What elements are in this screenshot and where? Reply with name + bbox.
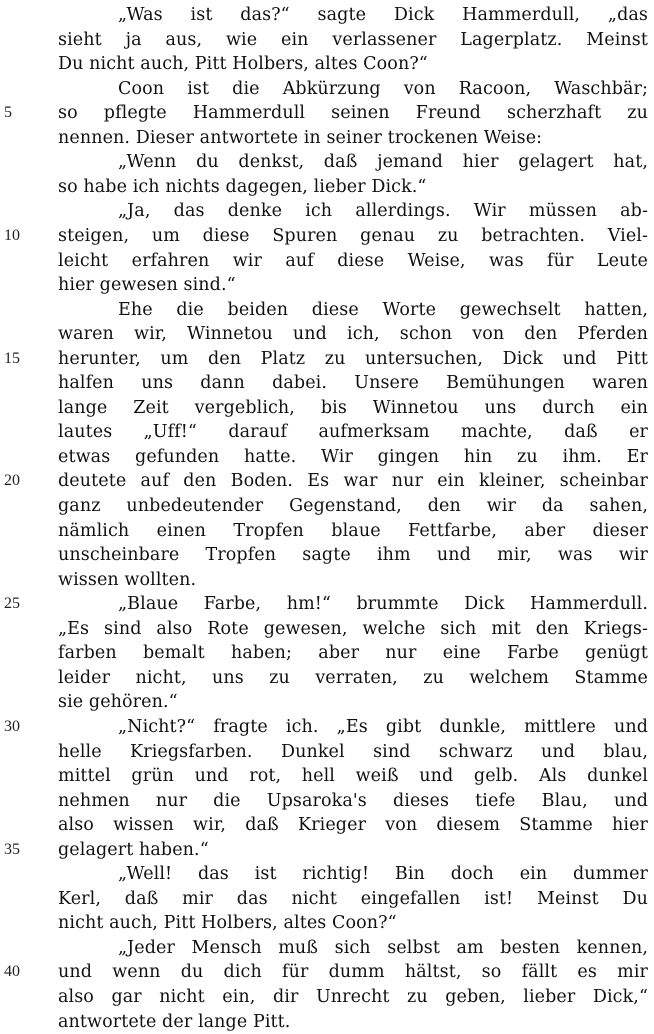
text-line: „Wenn du denkst, daß jemand hier gelagert hat, [118, 152, 648, 173]
text-line: „Well! das ist richtig! Bin doch ein dummer [118, 864, 648, 885]
text-line: „Blaue Farbe, hm!“ brummte Dick Hammerdull. [118, 594, 648, 615]
text-line: mittel grün und rot, hell weiß und gelb. Als dunkel [58, 766, 648, 787]
text-line: leicht erfahren wir auf diese Weise, was für Leute [58, 250, 648, 271]
line-number: 35 [4, 840, 20, 858]
text-line: gelagert haben.“ [58, 839, 209, 860]
text-line: also gar nicht ein, dir Unrecht zu geben, lieber Dick,“ [58, 987, 648, 1007]
line-number: 20 [4, 472, 20, 490]
line-number: 30 [4, 717, 20, 735]
text-line: Coon ist die Abkürzung von Racoon, Waschbär; [118, 78, 648, 99]
line-number: 10 [4, 226, 20, 244]
text-line: steigen, um diese Spuren genau zu betrachten. Viel- [58, 225, 648, 246]
text-line: so pflegte Hammerdull seinen Freund scherzhaft zu [58, 103, 648, 124]
text-line: hier gewesen sind.“ [58, 275, 236, 296]
text-line: Ehe die beiden diese Worte gewechselt hatten, [118, 299, 648, 320]
text-line: waren wir, Winnetou und ich, schon von den Pferden [58, 324, 648, 345]
text-line: wissen wollten. [58, 569, 197, 590]
text-line: farben bemalt haben; aber nur eine Farbe genügt [58, 643, 648, 664]
text-line: also wissen wir, daß Krieger von diesem Stamme hier [58, 815, 648, 836]
text-line: lange Zeit vergeblich, bis Winnetou uns durch ein [58, 397, 648, 418]
text-line: deutete auf den Boden. Es war nur ein kleiner, scheinbar [58, 471, 648, 492]
text-line: helle Kriegsfarben. Dunkel sind schwarz und blau, [58, 741, 648, 762]
text-line: unscheinbare Tropfen sagte ihm und mir, was wir [58, 545, 648, 566]
text-line: nicht auch, Pitt Holbers, altes Coon?“ [58, 913, 397, 934]
text-line: „Ja, das denke ich allerdings. Wir müssen ab- [118, 201, 648, 222]
line-number: 25 [4, 595, 20, 613]
text-line: nämlich einen Tropfen blaue Fettfarbe, aber dieser [58, 520, 648, 541]
text-line: so habe ich nichts dagegen, lieber Dick.“ [58, 176, 427, 197]
text-line: „Nicht?“ fragte ich. „Es gibt dunkle, mittlere und [118, 716, 648, 737]
text-line: lautes „Uff!“ darauf aufmerksam machte, daß er [58, 422, 648, 443]
text-line: etwas gefunden hatte. Wir gingen hin zu ihm. Er [58, 446, 648, 467]
text-line: Kerl, daß mir das nicht eingefallen ist! Meinst Du [58, 888, 648, 909]
text-line: und wenn du dich für dumm hältst, so fällt es mir [58, 962, 648, 983]
text-line: „Es sind also Rote gewesen, welche sich mit den Kriegs- [58, 618, 648, 639]
line-number: 40 [4, 963, 20, 981]
text-line: antwortete der lange Pitt. [58, 1011, 291, 1032]
text-line: nennen. Dieser antwortete in seiner trockenen Weise: [58, 127, 543, 148]
text-line: sie gehören.“ [58, 692, 178, 713]
line-number: 15 [4, 349, 20, 367]
text-line: Du nicht auch, Pitt Holbers, altes Coon?“ [58, 54, 428, 75]
text-line: sieht ja aus, wie ein verlassener Lagerplatz. Meinst [58, 29, 648, 50]
text-line: nehmen nur die Upsaroka's dieses tiefe Blau, und [58, 790, 648, 811]
line-number: 5 [4, 104, 12, 122]
text-line: „Jeder Mensch muß sich selbst am besten kennen, [118, 937, 648, 958]
text-line: herunter, um den Platz zu untersuchen, Dick und Pitt [58, 348, 648, 369]
text-line: „Was ist das?“ sagte Dick Hammerdull, „das [118, 5, 648, 25]
text-line: halfen uns dann dabei. Unsere Bemühungen waren [58, 373, 648, 394]
text-line: ganz unbedeutender Gegenstand, den wir da sahen, [58, 496, 648, 516]
text-line: leider nicht, uns zu verraten, zu welchem Stamme [58, 667, 648, 688]
